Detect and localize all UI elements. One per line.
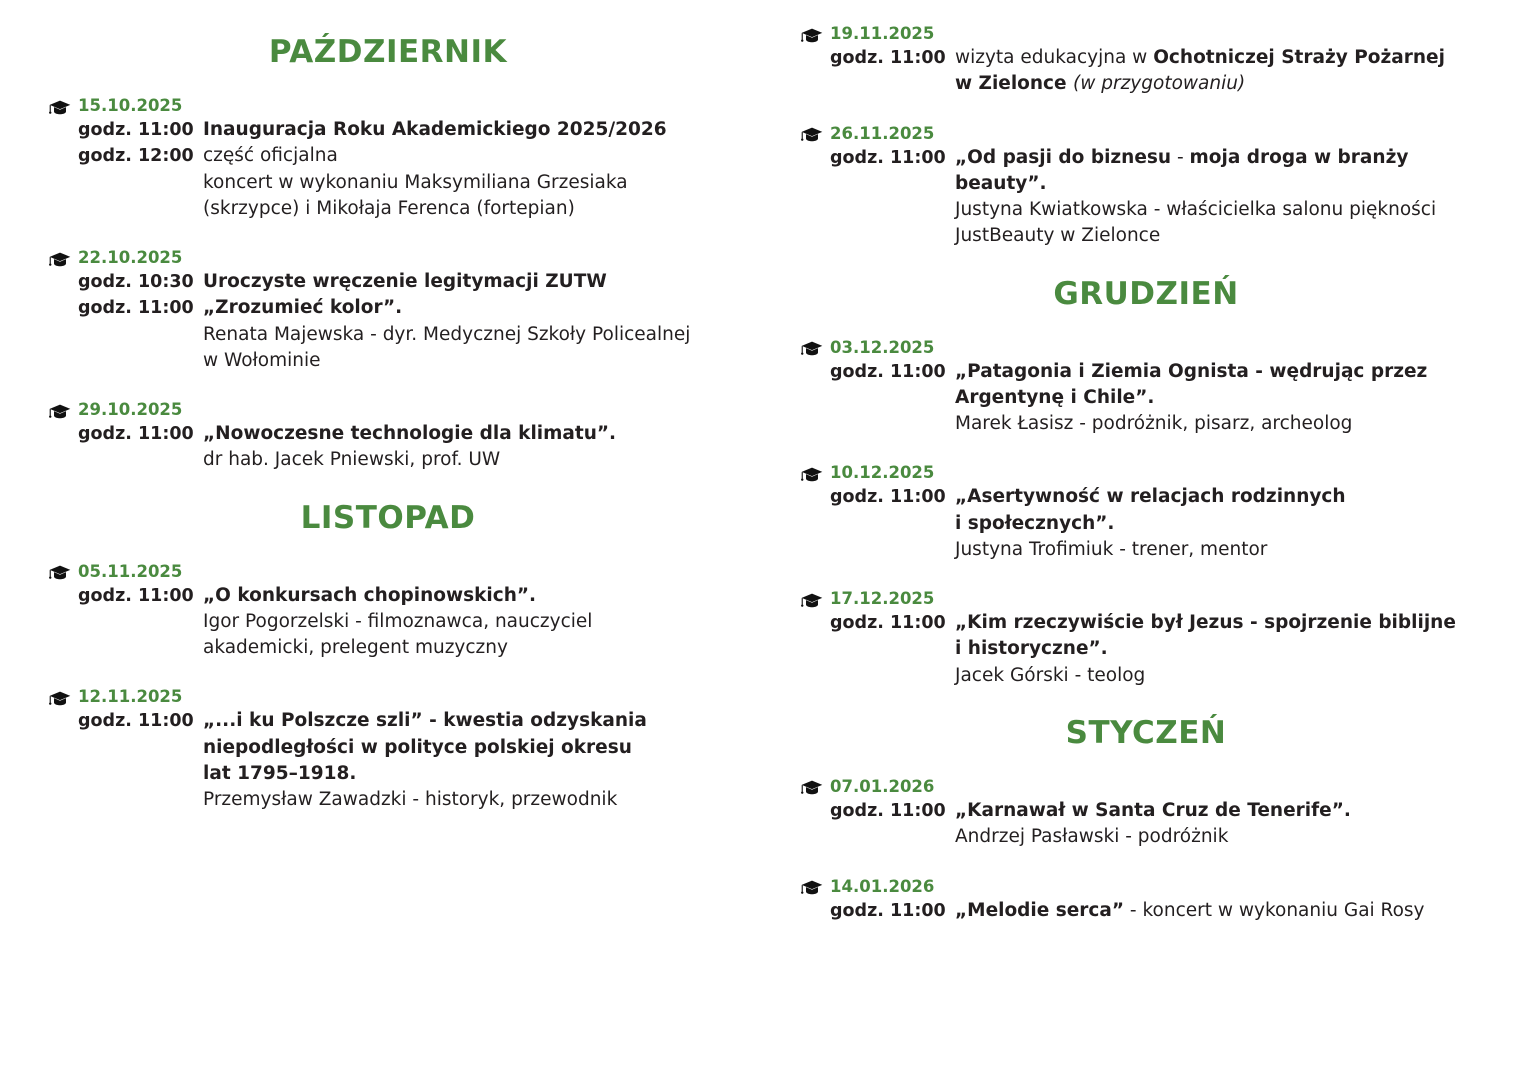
text-segment: Przemysław Zawadzki - historyk, przewodnik <box>203 789 618 811</box>
event-text <box>955 484 1492 510</box>
month-block <box>800 24 1492 250</box>
month-block <box>48 500 728 814</box>
text-segment: „Asertywność w relacjach rodzinnych <box>955 486 1346 508</box>
event-line <box>830 45 1492 71</box>
text-segment: Marek Łasisz - podróżnik, pisarz, archeolog <box>955 413 1353 435</box>
event-line <box>830 145 1492 198</box>
event-line <box>830 484 1492 510</box>
event-time <box>78 447 203 448</box>
event-line <box>78 322 728 348</box>
text-segment: Renata Majewska - dyr. Medycznej Szkoły Policealnej <box>203 323 691 345</box>
text-segment: Jacek Górski - teolog <box>955 664 1146 686</box>
right-column <box>768 24 1492 1087</box>
text-segment: Uroczyste wręczenie legitymacji ZUTW <box>203 271 607 293</box>
event-lines <box>800 359 1492 438</box>
event-text <box>955 197 1492 223</box>
event-text <box>203 117 728 143</box>
event-time: godz. 11:00 <box>78 120 194 140</box>
text-segment: „Kim rzeczywiście był Jezus - spojrzenie biblijne <box>955 612 1456 634</box>
event-text <box>955 359 1492 385</box>
month-heading: STYCZEŃ <box>1065 714 1227 751</box>
event-text <box>203 143 728 169</box>
event-text <box>203 170 728 196</box>
text-segment: lat 1795–1918. <box>203 762 357 784</box>
event-time: godz. 11:00 <box>830 487 946 508</box>
event-text <box>955 824 1492 850</box>
event-date: 05.11.2025 <box>78 561 183 581</box>
event-lines <box>800 484 1492 563</box>
event-line <box>78 421 728 447</box>
event-date: 10.12.2025 <box>830 463 935 483</box>
event-lines <box>800 798 1492 851</box>
text-segment: moja droga w branży beauty”. <box>955 146 1409 194</box>
event-entry <box>48 248 728 374</box>
event-time <box>830 411 955 412</box>
event-time <box>78 609 203 610</box>
text-segment: Igor Pogorzelski - filmoznawca, nauczyciel <box>203 610 593 632</box>
event-lines <box>48 583 728 662</box>
text-segment: „Zrozumieć kolor”. <box>203 297 403 319</box>
event-line <box>830 798 1492 824</box>
event-lines <box>48 269 728 374</box>
text-segment: „Karnawał w Santa Cruz de Tenerife”. <box>955 799 1351 821</box>
event-date-row <box>800 124 1492 143</box>
month-block <box>800 276 1492 689</box>
event-time <box>830 663 955 664</box>
text-segment: w Wołominie <box>203 349 321 371</box>
event-text <box>203 421 728 447</box>
event-time <box>78 170 203 171</box>
event-line <box>78 787 728 813</box>
graduation-cap-icon <box>800 591 824 609</box>
event-time: godz. 11:00 <box>78 424 194 445</box>
event-line <box>78 708 728 734</box>
event-line <box>830 511 1492 537</box>
event-line <box>78 447 728 473</box>
event-text <box>955 223 1492 249</box>
text-segment: „Nowoczesne technologie dla klimatu”. <box>203 423 617 445</box>
event-text <box>203 761 728 787</box>
event-line <box>78 735 728 761</box>
event-date: 12.11.2025 <box>78 687 183 707</box>
text-segment: - <box>1171 146 1190 168</box>
text-segment: Andrzej Pasławski - podróżnik <box>955 826 1229 848</box>
event-text <box>955 511 1492 537</box>
event-text <box>955 45 1492 71</box>
event-lines <box>48 708 728 813</box>
event-text <box>203 708 728 734</box>
text-segment: w Zielonce <box>955 73 1074 95</box>
event-date-row <box>800 24 1492 43</box>
graduation-cap-icon <box>48 402 72 420</box>
event-lines <box>800 145 1492 250</box>
event-time <box>78 348 203 349</box>
event-time: godz. 11:00 <box>830 613 946 634</box>
event-entry <box>800 877 1492 924</box>
event-text <box>955 898 1492 924</box>
event-line <box>78 170 728 196</box>
text-segment: Inauguracja Roku Akademickiego 2025/2026 <box>203 119 667 140</box>
text-segment: Justyna Kwiatkowska - właścicielka salonu piękności <box>955 199 1437 221</box>
event-time <box>78 322 203 323</box>
event-line <box>78 635 728 661</box>
event-lines <box>800 45 1492 98</box>
event-date: 22.10.2025 <box>78 248 183 268</box>
event-date-row <box>48 562 728 581</box>
event-text <box>955 385 1492 411</box>
event-line <box>830 898 1492 924</box>
event-date: 26.11.2025 <box>830 123 935 143</box>
text-segment: „O konkursach chopinowskich”. <box>203 584 537 606</box>
event-entry <box>800 338 1492 438</box>
event-line <box>830 385 1492 411</box>
text-segment: niepodległości w polityce polskiej okresu <box>203 736 632 758</box>
event-entry <box>800 589 1492 689</box>
text-segment: akademicki, prelegent muzyczny <box>203 637 508 659</box>
event-time <box>78 735 203 736</box>
text-segment: JustBeauty w Zielonce <box>955 225 1161 247</box>
event-date-row <box>800 589 1492 608</box>
event-time: godz. 11:00 <box>830 48 946 68</box>
month-block <box>800 715 1492 924</box>
text-segment: - koncert w wykonaniu Gai Rosy <box>1124 899 1425 921</box>
event-time: godz. 11:00 <box>78 711 194 732</box>
event-entry <box>800 463 1492 563</box>
month-heading: PAŹDZIERNIK <box>268 34 508 70</box>
event-line <box>830 223 1492 249</box>
event-text <box>203 295 728 321</box>
event-time <box>830 511 955 512</box>
event-date-row <box>48 96 728 115</box>
event-time <box>78 196 203 197</box>
event-date-row <box>800 777 1492 796</box>
event-line <box>78 761 728 787</box>
event-date: 15.10.2025 <box>78 96 183 115</box>
event-text <box>203 635 728 661</box>
event-line <box>830 636 1492 662</box>
graduation-cap-icon <box>800 339 824 357</box>
text-segment: wizyta edukacyjna w <box>955 47 1154 68</box>
graduation-cap-icon <box>48 563 72 581</box>
event-text <box>203 609 728 635</box>
event-time: godz. 11:00 <box>78 585 194 606</box>
event-lines <box>48 117 728 222</box>
event-text <box>955 798 1492 824</box>
event-date: 07.01.2026 <box>830 776 935 796</box>
event-line <box>830 71 1492 97</box>
event-line <box>78 196 728 222</box>
graduation-cap-icon <box>800 125 824 143</box>
event-text <box>203 447 728 473</box>
graduation-cap-icon <box>800 778 824 796</box>
event-text <box>203 196 728 222</box>
event-text <box>203 322 728 348</box>
text-segment: koncert w wykonaniu Maksymiliana Grzesiaka <box>203 171 628 193</box>
text-segment: „Melodie serca” <box>955 899 1125 921</box>
event-line <box>78 295 728 321</box>
event-date: 17.12.2025 <box>830 589 935 609</box>
month-heading: GRUDZIEŃ <box>1053 275 1239 312</box>
text-segment: część oficjalna <box>203 145 338 167</box>
event-entry <box>800 24 1492 98</box>
text-segment: „Patagonia i Ziemia Ognista - wędrując przez <box>955 360 1428 382</box>
event-date: 14.01.2026 <box>830 876 935 896</box>
event-entry <box>48 96 728 222</box>
event-text <box>955 145 1492 198</box>
event-text <box>203 583 728 609</box>
event-entry <box>800 124 1492 250</box>
event-time: godz. 11:00 <box>830 900 946 921</box>
text-segment: i społecznych”. <box>955 512 1115 534</box>
event-text <box>955 411 1492 437</box>
event-text <box>955 663 1492 689</box>
event-time: godz. 11:00 <box>830 800 946 821</box>
event-date-row <box>48 248 728 267</box>
event-text <box>203 269 728 295</box>
event-time <box>830 223 955 224</box>
event-line <box>78 609 728 635</box>
month-heading: LISTOPAD <box>300 499 476 536</box>
text-segment: dr hab. Jacek Pniewski, prof. UW <box>203 449 501 471</box>
event-entry <box>48 400 728 474</box>
event-line <box>78 348 728 374</box>
event-entry <box>48 687 728 813</box>
event-lines <box>800 610 1492 689</box>
event-text <box>955 610 1492 636</box>
event-time: godz. 11:00 <box>78 298 194 319</box>
event-date-row <box>800 463 1492 482</box>
text-segment: „...i ku Polszcze szli” - kwestia odzyskania <box>203 710 647 732</box>
event-line <box>830 537 1492 563</box>
event-text <box>203 787 728 813</box>
event-date: 03.12.2025 <box>830 337 935 357</box>
event-text <box>203 735 728 761</box>
event-line <box>830 411 1492 437</box>
event-time <box>830 537 955 538</box>
event-time: godz. 10:30 <box>78 272 194 293</box>
event-time <box>78 635 203 636</box>
event-time <box>78 761 203 762</box>
event-entry <box>800 777 1492 851</box>
graduation-cap-icon <box>800 465 824 483</box>
event-line <box>78 143 728 169</box>
event-line <box>830 197 1492 223</box>
event-time <box>830 636 955 637</box>
event-lines <box>48 421 728 474</box>
event-line <box>830 663 1492 689</box>
event-date-row <box>800 338 1492 357</box>
graduation-cap-icon <box>48 250 72 268</box>
left-column <box>44 24 768 1087</box>
event-time <box>830 71 955 72</box>
text-segment: (skrzypce) i Mikołaja Ferenca (fortepian) <box>203 197 575 219</box>
event-time: godz. 11:00 <box>830 361 946 382</box>
month-block <box>48 34 728 474</box>
event-time <box>78 787 203 788</box>
event-date: 19.11.2025 <box>830 24 935 43</box>
event-lines <box>800 898 1492 924</box>
event-entry <box>48 562 728 662</box>
graduation-cap-icon <box>800 878 824 896</box>
graduation-cap-icon <box>48 689 72 707</box>
event-line <box>830 359 1492 385</box>
event-time <box>830 385 955 386</box>
event-text <box>955 636 1492 662</box>
event-time <box>830 197 955 198</box>
event-date-row <box>48 400 728 419</box>
event-line <box>78 269 728 295</box>
event-text <box>203 348 728 374</box>
graduation-cap-icon <box>800 26 824 44</box>
event-date-row <box>800 877 1492 896</box>
event-time: godz. 11:00 <box>830 147 946 168</box>
text-segment: Justyna Trofimiuk - trener, mentor <box>955 538 1268 560</box>
text-segment: (w przygotowaniu) <box>1073 73 1246 95</box>
text-segment: Ochotniczej Straży Pożarnej <box>1153 47 1445 68</box>
event-time <box>830 824 955 825</box>
event-text <box>955 537 1492 563</box>
event-line <box>830 824 1492 850</box>
event-time: godz. 12:00 <box>78 146 194 167</box>
graduation-cap-icon <box>48 98 72 116</box>
event-text <box>955 71 1492 97</box>
text-segment: i historyczne”. <box>955 638 1108 660</box>
event-line <box>78 583 728 609</box>
event-line <box>830 610 1492 636</box>
event-date: 29.10.2025 <box>78 400 183 420</box>
event-line <box>78 117 728 143</box>
event-date-row <box>48 687 728 706</box>
text-segment: „Od pasji do biznesu <box>955 146 1172 168</box>
text-segment: Argentynę i Chile”. <box>955 386 1155 408</box>
